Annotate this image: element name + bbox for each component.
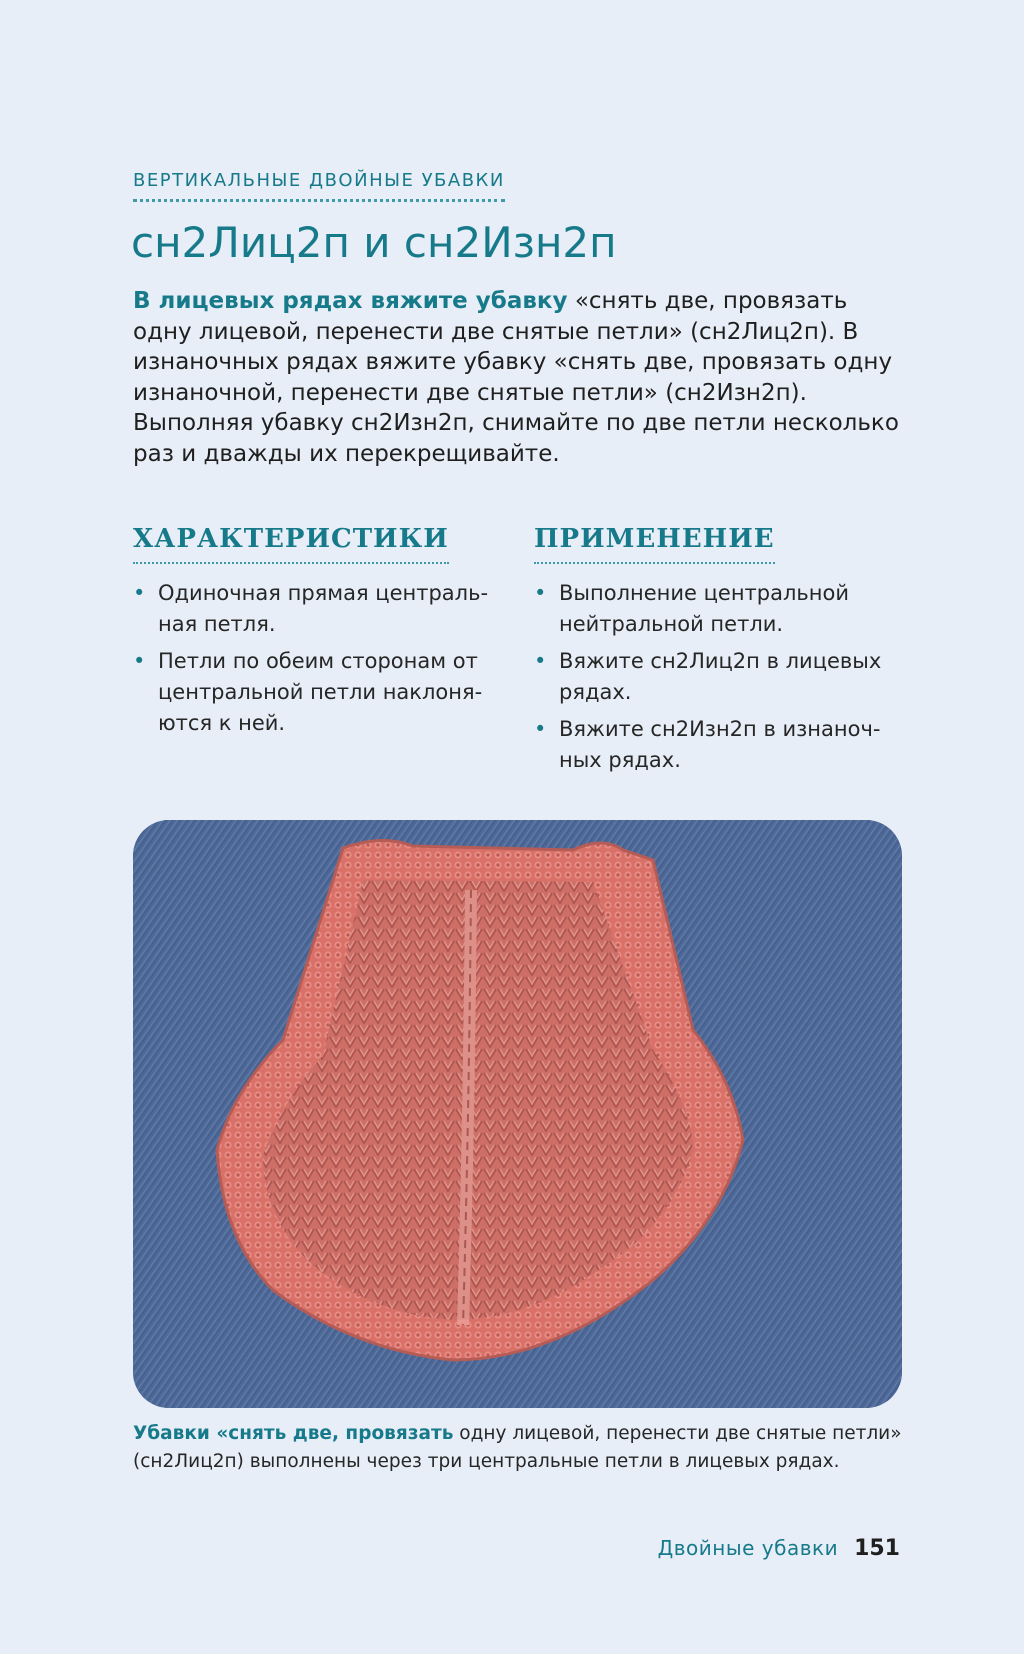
application-column — [534, 524, 904, 782]
bullet-icon: • — [534, 581, 547, 605]
list-item-text: Одиночная прямая центральная петля. — [158, 581, 489, 636]
intro-lead: В лицевых рядах вяжите убавку — [133, 288, 568, 314]
list-item-text: Вяжите сн2Лиц2п в лицевых рядах. — [559, 649, 882, 704]
page-footer — [658, 1536, 900, 1561]
caption-text: одну лицевой, перенести две снятые петли» (сн2Лиц2п) выполнены через три центральные петли в лицевых рядах. — [133, 1423, 902, 1472]
bullet-icon: • — [133, 649, 146, 673]
characteristics-list — [133, 578, 503, 739]
characteristics-column — [133, 524, 503, 745]
bullet-icon: • — [534, 649, 547, 673]
list-item-text: Вяжите сн2Изн2п в изнаночных рядах. — [559, 717, 881, 772]
list-item — [534, 646, 904, 708]
footer-section-label: Двойные убавки — [657, 1536, 839, 1560]
bullet-icon: • — [534, 717, 547, 741]
page-number: 151 — [854, 1536, 900, 1561]
list-item-text: Петли по обеим сторонам от центральной петли наклоняются к ней. — [158, 649, 483, 735]
bullet-icon: • — [133, 581, 146, 605]
knitted-swatch-illustration — [133, 820, 902, 1408]
list-item — [534, 714, 904, 776]
section-label: ВЕРТИКАЛЬНЫЕ ДВОЙНЫЕ УБАВКИ — [133, 170, 505, 202]
intro-text: «снять две, провязать одну лицевой, перенести две снятые петли» (сн2Лиц2п). В изнаночных рядах вяжите убавку «снять две, провязать одну изнаночной, перенести две снятые петли» (сн2Изн2п). Выполняя убавку сн2Изн2п, снимайте по две петли несколько раз и дважды их перекрещивайте. — [133, 288, 899, 467]
characteristics-heading: ХАРАКТЕРИСТИКИ — [133, 524, 449, 564]
caption-lead: Убавки «снять две, провязать — [133, 1423, 454, 1444]
list-item — [133, 646, 503, 739]
intro-paragraph — [133, 286, 913, 469]
photo-caption — [133, 1420, 903, 1476]
knitting-photo — [133, 820, 902, 1408]
application-heading: ПРИМЕНЕНИЕ — [534, 524, 775, 564]
page-title: сн2Лиц2п и сн2Изн2п — [131, 218, 617, 267]
list-item — [133, 578, 503, 640]
list-item-text: Выполнение центральной нейтральной петли. — [559, 581, 850, 636]
list-item — [534, 578, 904, 640]
application-list — [534, 578, 904, 776]
